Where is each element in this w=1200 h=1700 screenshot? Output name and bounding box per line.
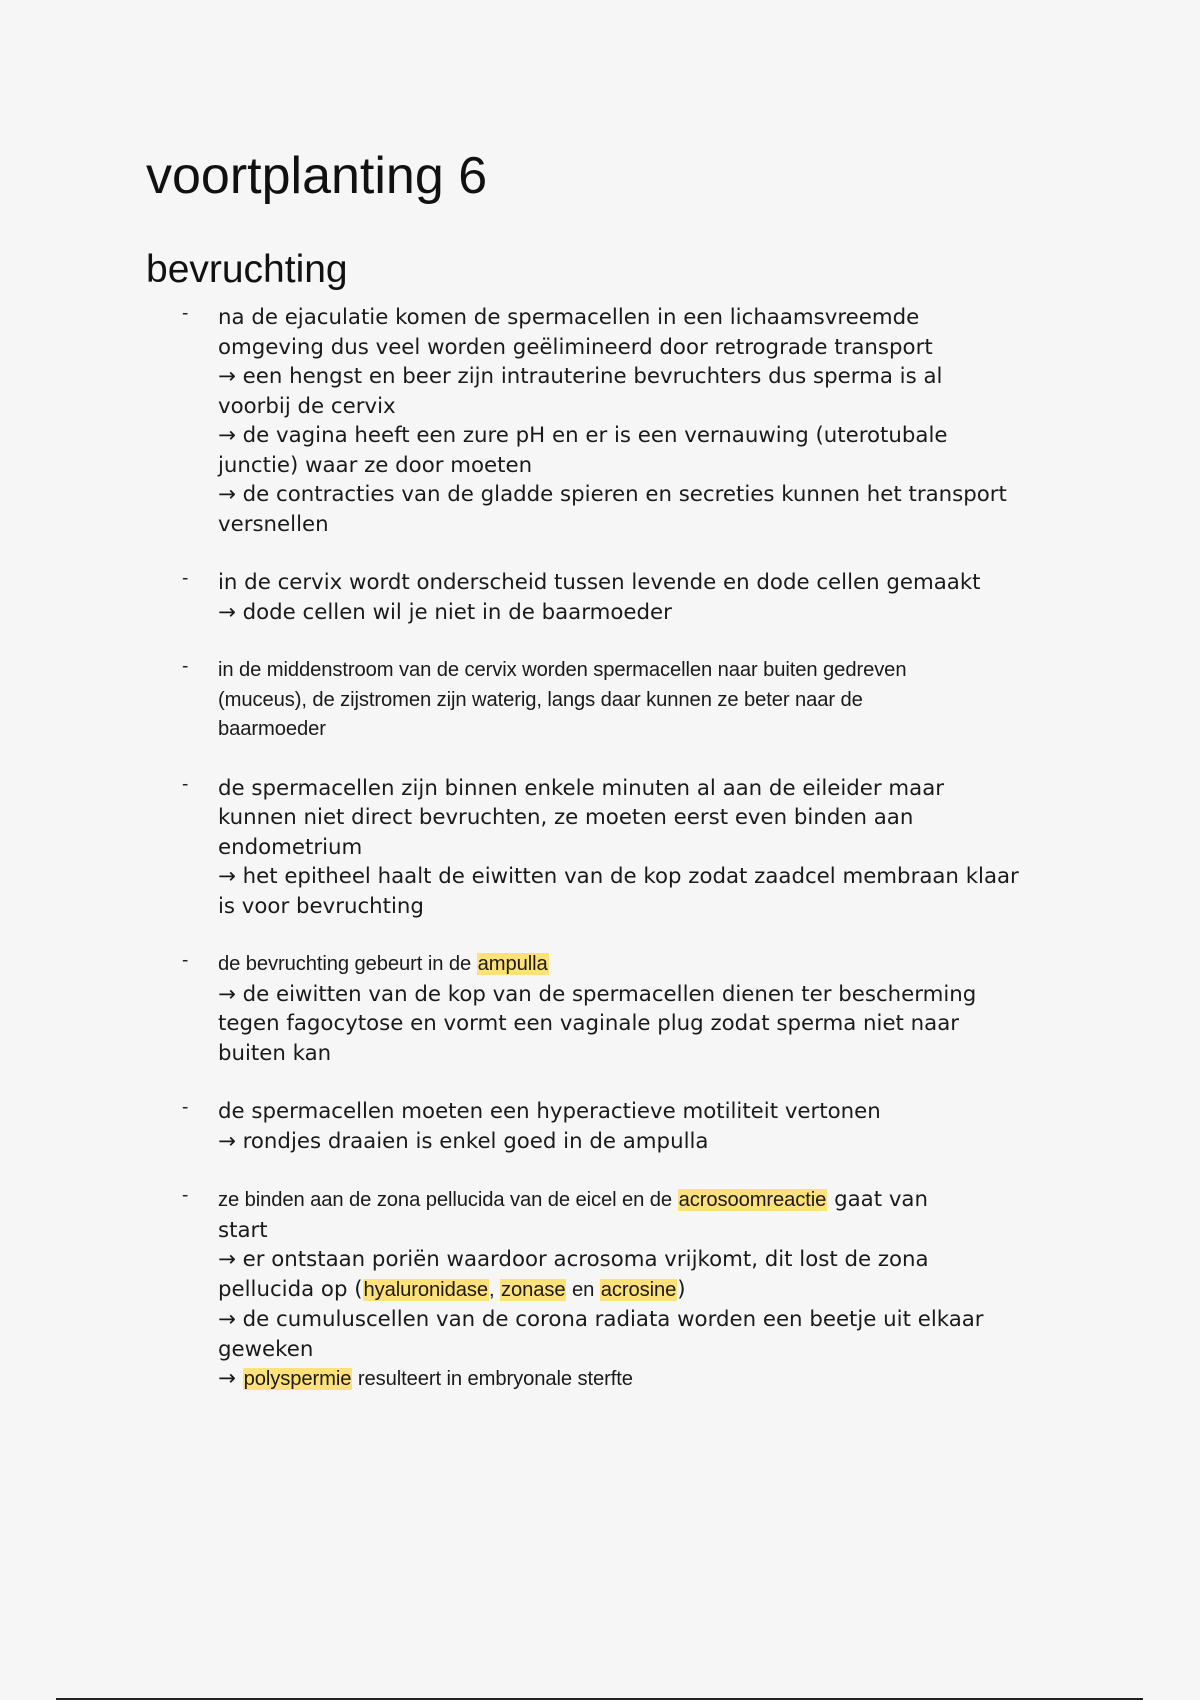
section-heading: bevruchting bbox=[146, 248, 348, 291]
text-line: → het epitheel haalt de eiwitten van de kop zodat zaadcel membraan klaar bbox=[218, 864, 1019, 889]
text-line: kunnen niet direct bevruchten, ze moeten eerst even binden aan bbox=[218, 805, 914, 830]
text-line bbox=[218, 1364, 1086, 1395]
text-line: → de eiwitten van de kop van de spermacellen dienen ter bescherming bbox=[218, 981, 977, 1007]
text-line: → de contracties van de gladde spieren en secreties kunnen het transport bbox=[218, 482, 1007, 507]
list-item bbox=[146, 1185, 1086, 1395]
text-line bbox=[218, 1185, 1086, 1216]
text-line: → de cumuluscellen van de corona radiata worden een beetje uit elkaar bbox=[218, 1307, 984, 1332]
bullet-dash: - bbox=[182, 656, 189, 677]
document-title: voortplanting 6 bbox=[146, 147, 488, 205]
text-line: → dode cellen wil je niet in de baarmoeder bbox=[218, 599, 672, 625]
bullet-dash: - bbox=[182, 1185, 189, 1206]
text-fragment: ze binden aan de zona pellucida van de eicel en de bbox=[218, 1189, 678, 1211]
highlighted-term: acrosine bbox=[600, 1278, 677, 1301]
text-line: de spermacellen zijn binnen enkele minuten al aan de eileider maar bbox=[218, 775, 945, 801]
list-item bbox=[146, 1097, 1086, 1156]
text-fragment: de bevruchting gebeurt in de bbox=[218, 953, 477, 975]
text-line: omgeving dus veel worden geëlimineerd door retrograde transport bbox=[218, 334, 933, 360]
bullet-dash: - bbox=[182, 950, 189, 971]
text-fragment: en bbox=[566, 1278, 600, 1301]
highlighted-term: polyspermie bbox=[243, 1368, 352, 1390]
text-fragment: pellucida op ( bbox=[218, 1276, 363, 1302]
text-line: → er ontstaan poriën waardoor acrosoma vrijkomt, dit lost de zona bbox=[218, 1247, 929, 1272]
list-item bbox=[146, 656, 1086, 745]
highlighted-term: ampulla bbox=[477, 953, 548, 975]
text-fragment: gaat van bbox=[827, 1187, 928, 1212]
text-fragment: ) bbox=[677, 1276, 686, 1302]
text-line: voorbij de cervix bbox=[218, 393, 396, 419]
text-line: is voor bevruchting bbox=[218, 893, 424, 919]
list-item bbox=[146, 950, 1086, 1068]
text-line: junctie) waar ze door moeten bbox=[218, 452, 533, 478]
list-item bbox=[146, 303, 1086, 539]
text-line bbox=[218, 1275, 1086, 1306]
text-line: baarmoeder bbox=[218, 718, 326, 740]
text-fragment: resulteert in embryonale sterfte bbox=[352, 1368, 633, 1390]
text-line: in de middenstroom van de cervix worden spermacellen naar buiten gedreven bbox=[218, 659, 907, 681]
text-line: de spermacellen moeten een hyperactieve motiliteit vertonen bbox=[218, 1099, 881, 1124]
text-line: tegen fagocytose en vormt een vaginale plug zodat sperma niet naar bbox=[218, 1011, 960, 1036]
text-fragment: , bbox=[488, 1278, 500, 1301]
text-line: buiten kan bbox=[218, 1040, 332, 1066]
bullet-dash: - bbox=[182, 1097, 189, 1118]
highlighted-term: hyaluronidase bbox=[363, 1278, 488, 1301]
list-item bbox=[146, 568, 1086, 627]
text-line: geweken bbox=[218, 1336, 314, 1362]
text-line: in de cervix wordt onderscheid tussen levende en dode cellen gemaakt bbox=[218, 570, 981, 595]
text-line: → de vagina heeft een zure pH en er is een vernauwing (uterotubale bbox=[218, 423, 948, 448]
text-line: → een hengst en beer zijn intrauterine bevruchters dus sperma is al bbox=[218, 364, 943, 389]
bullet-dash: - bbox=[182, 303, 189, 324]
text-line: → rondjes draaien is enkel goed in de ampulla bbox=[218, 1128, 709, 1154]
text-line: versnellen bbox=[218, 511, 329, 537]
text-line: (muceus), de zijstromen zijn waterig, langs daar kunnen ze beter naar de bbox=[218, 688, 863, 711]
highlighted-term: acrosoomreactie bbox=[678, 1189, 827, 1211]
text-line: start bbox=[218, 1217, 268, 1243]
text-line: endometrium bbox=[218, 834, 363, 860]
highlighted-term: zonase bbox=[500, 1278, 566, 1301]
bullet-list bbox=[146, 303, 1086, 1424]
arrow-glyph: → bbox=[218, 1366, 243, 1391]
bullet-dash: - bbox=[182, 773, 189, 795]
text-line: na de ejaculatie komen de spermacellen in een lichaamsvreemde bbox=[218, 305, 920, 330]
text-line bbox=[218, 950, 1086, 980]
bullet-dash: - bbox=[182, 568, 189, 589]
list-item bbox=[146, 774, 1086, 922]
